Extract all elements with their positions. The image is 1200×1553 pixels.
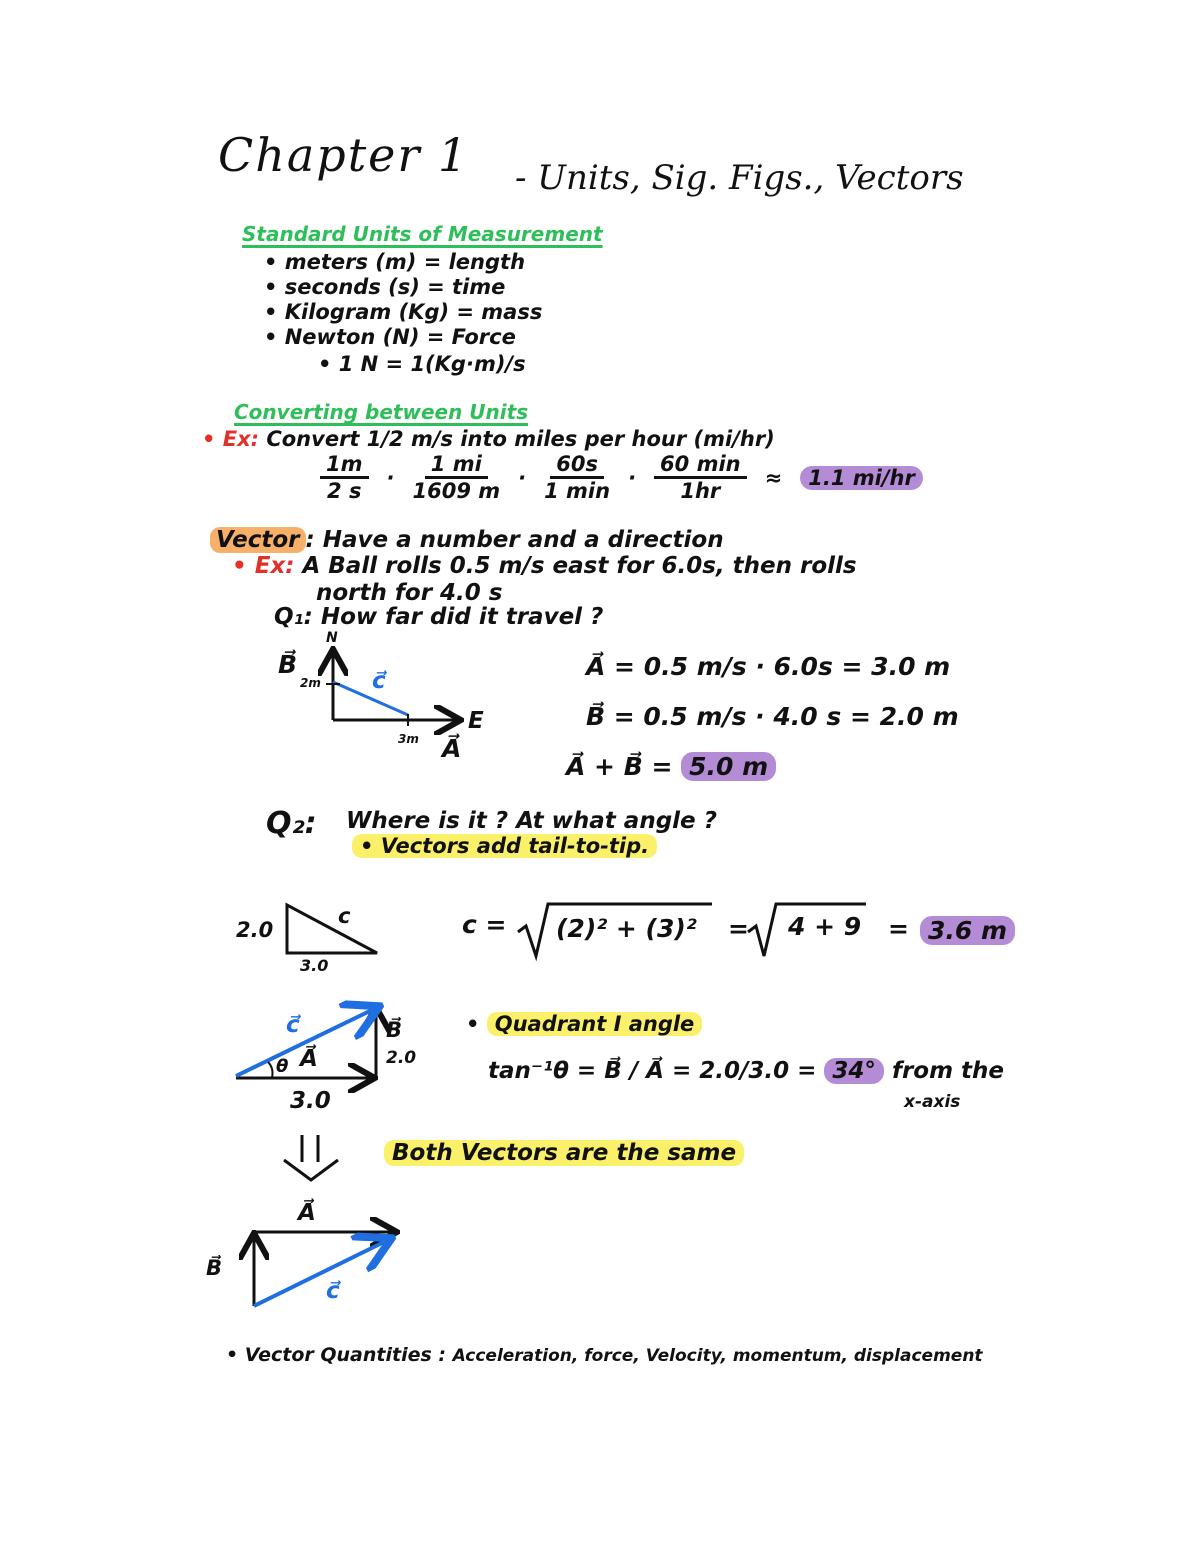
b-vector-label: B⃗ <box>278 650 298 679</box>
triangle-side-left: 2.0 <box>236 918 274 942</box>
b-diagonal-label: B⃗ <box>386 1018 403 1042</box>
multiply-dot: · <box>386 465 395 490</box>
fraction-3: $\frac{60s}{1 \min}$ <box>544 452 611 503</box>
units-item-meters: • meters (m) = length <box>264 250 526 274</box>
east-label: E <box>468 708 484 734</box>
a-diagonal-label: A⃗ <box>300 1046 318 1072</box>
vector-definition-text: : Have a number and a direction <box>305 527 724 553</box>
question-2-label: Q₂: <box>266 806 317 841</box>
tail-to-tip-note: • Vectors add tail-to-tip. <box>352 834 657 858</box>
x-axis-label: x-axis <box>904 1092 961 1112</box>
units-heading: Standard Units of Measurement <box>242 222 603 246</box>
a-length-label: 3m <box>398 732 419 746</box>
units-item-seconds: • seconds (s) = time <box>264 275 506 299</box>
down-arrow-icon <box>284 1160 338 1180</box>
c-vector-final <box>254 1240 388 1306</box>
angle-result: 34° <box>824 1058 884 1084</box>
newton-definition: • 1 N = 1(Kg·m)/s <box>318 352 526 376</box>
fraction-4: $\frac{60 \min}{1hr}$ <box>654 452 747 503</box>
b-length-label: 2m <box>300 676 321 690</box>
converting-heading: Converting between Units <box>234 400 529 424</box>
units-item-newton: • Newton (N) = Force <box>264 325 516 349</box>
final-a-label: A⃗ <box>298 1200 316 1226</box>
vector-label: Vector <box>210 527 306 553</box>
vector-example-label: • Ex: <box>232 553 295 579</box>
vector-quantities-list: Acceleration, force, Velocity, momentum, displacement <box>452 1346 983 1366</box>
final-c-label: c⃗ <box>326 1278 340 1304</box>
vector-quantities: • Vector Quantities : Acceleration, force, Velocity, momentum, displacement <box>226 1344 983 1366</box>
triangle-hypotenuse: c <box>338 904 351 928</box>
c-equation-equals: = <box>728 914 749 943</box>
c-result: 3.6 m <box>920 916 1015 945</box>
equation-sum-lhs: A⃗ + B⃗ = <box>566 752 673 781</box>
conversion-result: 1.1 mi/hr <box>800 466 923 490</box>
same-note: Both Vectors are the same <box>384 1140 744 1166</box>
radicand-1: (2)² + (3)² <box>556 914 697 943</box>
vector-quantities-label: Vector Quantities : <box>244 1344 446 1366</box>
question-1: Q₁: How far did it travel ? <box>274 604 604 630</box>
vector-example-text-1: A Ball rolls 0.5 m/s east for 6.0s, then rolls <box>302 553 857 579</box>
chapter-title: Chapter 1 <box>218 128 470 182</box>
equation-b: B⃗ = 0.5 m/s · 4.0 s = 2.0 m <box>586 702 959 731</box>
multiply-dot: · <box>518 465 527 490</box>
equation-sum <box>566 752 776 781</box>
c-equation-lhs: c = <box>462 910 507 939</box>
multiply-dot: · <box>628 465 637 490</box>
c-vector-line <box>333 682 408 715</box>
chapter-subtitle: - Units, Sig. Figs., Vectors <box>515 158 964 198</box>
a-vector-label: A⃗ <box>442 734 462 763</box>
theta-label: θ <box>276 1056 289 1077</box>
angle-arc <box>268 1062 273 1078</box>
a-diagonal-length: 3.0 <box>290 1088 331 1114</box>
north-label: N <box>326 630 338 646</box>
units-item-kilogram: • Kilogram (Kg) = mass <box>264 300 543 324</box>
equation-a: A⃗ = 0.5 m/s · 6.0s = 3.0 m <box>586 652 951 681</box>
triangle-side-bottom: 3.0 <box>300 956 329 975</box>
c-diagonal-label: c⃗ <box>286 1012 300 1038</box>
c-vector-label: c⃗ <box>372 668 386 694</box>
tan-formula: tan⁻¹θ = B⃗ / A⃗ = 2.0/3.0 = 34° from the <box>488 1058 1005 1084</box>
fraction-2: $\frac{1 mi}{1609 m}$ <box>412 452 501 503</box>
radicand-2: 4 + 9 <box>788 912 862 941</box>
quadrant-heading: • Quadrant I angle <box>466 1012 702 1036</box>
c-equation-equals-2: = <box>888 914 909 943</box>
fraction-1: $\frac{1m}{2 s}$ <box>320 452 369 503</box>
approx-sign: ≈ <box>764 465 783 490</box>
final-b-label: B⃗ <box>206 1256 223 1280</box>
example-label: • Ex: <box>202 427 260 451</box>
b-diagonal-length: 2.0 <box>386 1048 417 1068</box>
example-text: Convert 1/2 m/s into miles per hour (mi/hr) <box>266 427 775 451</box>
equation-sum-result: 5.0 m <box>681 752 776 781</box>
question-2-text: Where is it ? At what angle ? <box>346 808 717 834</box>
right-triangle <box>287 905 377 953</box>
vector-example-text-2: north for 4.0 s <box>316 580 503 606</box>
from-the: from the <box>891 1058 1005 1084</box>
